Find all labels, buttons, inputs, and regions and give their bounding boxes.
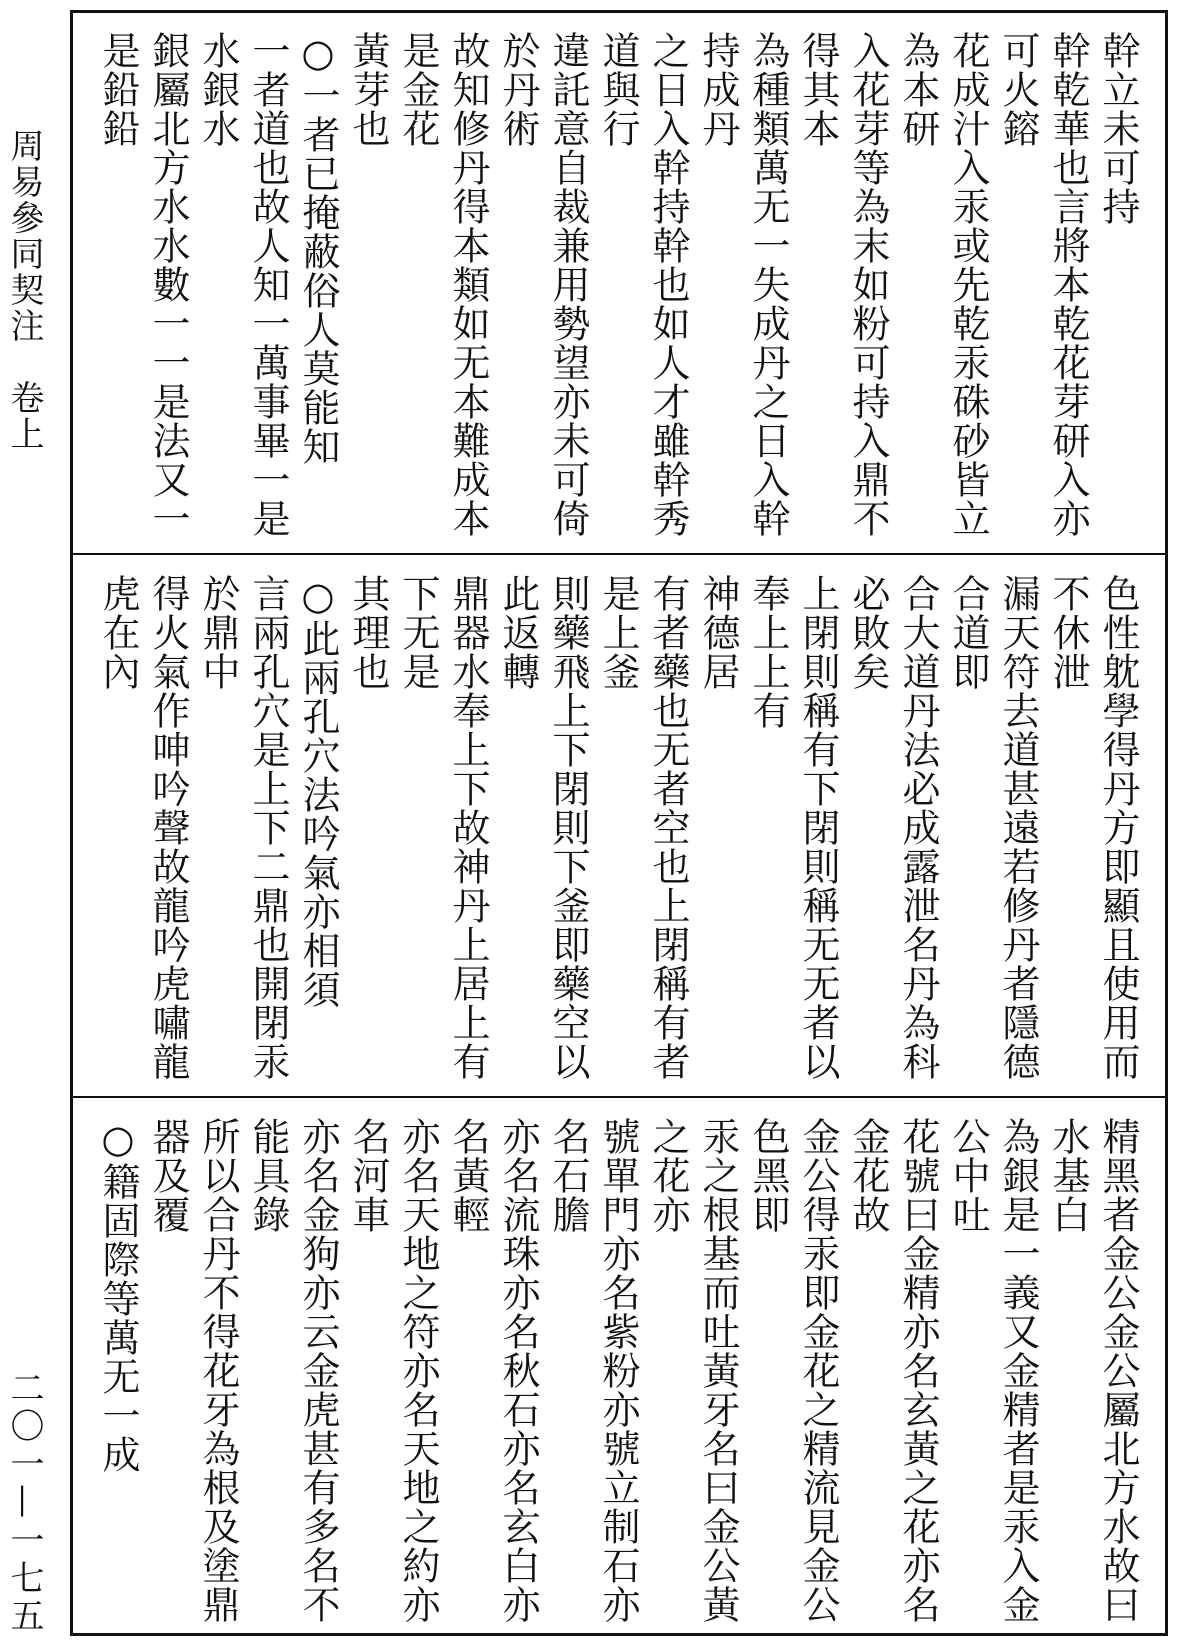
band-text [95, 574, 1143, 1088]
text-band-middle [73, 556, 1165, 1096]
text-column: 花號曰金精亦名玄黃之花亦名金花故 [846, 1117, 940, 1624]
text-column: ○籍固際等萬无一成 [96, 1117, 140, 1474]
band-divider [73, 553, 1165, 555]
text-band-bottom [73, 1099, 1165, 1633]
text-column: 則藥飛上下閉則下釜即藥空以此返轉 [496, 574, 590, 1081]
text-column: 金公得汞即金花之精流見金公色黑即 [746, 1117, 840, 1624]
text-column: 幹立未可持 [1096, 31, 1140, 226]
text-column: 亦名天地之符亦名天地之約亦名河車 [346, 1117, 440, 1624]
text-column: 有者藥也无者空也上閉稱有者是上釜 [596, 574, 690, 1081]
text-column: ○此兩孔穴法吟氣亦相須 [296, 574, 340, 1009]
band-text [95, 1117, 1143, 1625]
text-column: 鼎器水奉上下故神丹上居上有下无是 [396, 574, 490, 1081]
text-column: 漏天符去道甚遠若修丹者隱德合道即 [946, 574, 1040, 1081]
text-band-top [73, 13, 1165, 553]
text-column: 一者道也故人知一萬事畢一是水銀水 [196, 31, 290, 538]
text-column: 入花芽等為末如粉可持入鼎不得其本 [796, 31, 890, 538]
text-column: 號單門亦名紫粉亦號立制石亦名石膽 [546, 1117, 640, 1624]
text-column: 黃芽也 [346, 31, 390, 148]
text-column: 亦名流珠亦名秋石亦名玄白亦名黃輕 [446, 1117, 540, 1624]
text-column: 亦名金狗亦云金虎甚有多名不能具錄 [246, 1117, 340, 1624]
text-column: 所以合丹不得花牙為根及塗鼎器及覆 [146, 1117, 240, 1624]
text-column: 違託意自裁兼用勢望亦未可倚於丹術 [496, 31, 590, 538]
text-column: 汞之根基而吐黃牙名曰金公黃之花亦 [646, 1117, 740, 1624]
text-column: 其理也 [346, 574, 390, 691]
text-column: 神德居 [696, 574, 740, 691]
text-column: ○一者已掩蔽俗人莫能知 [296, 31, 340, 466]
text-column: 言兩孔穴是上下二鼎也開閉汞於鼎中 [196, 574, 290, 1081]
margin-page-number: 二〇一—一七五 [4, 1370, 44, 1636]
text-column: 為種類萬无一失成丹之日入幹持成丹 [696, 31, 790, 538]
page-frame [70, 10, 1168, 1636]
text-column: 銀屬北方水水數一一是法又一是鉛鉛 [96, 31, 190, 538]
text-column: 上閉則稱有下閉則稱无无者以奉上上有 [746, 574, 840, 1081]
text-column: 色性躭學得丹方即顯且使用而不休泄 [1046, 574, 1140, 1081]
text-column: 幹乾華也言將本乾花芽研入亦可火鎔 [996, 31, 1090, 538]
text-column: 為銀是一義又金精者是汞入金公中吐 [946, 1117, 1040, 1624]
text-column: 得火氣作呻吟聲故龍吟虎嘯龍虎在內 [96, 574, 190, 1081]
text-column: 之日入幹持幹也如人才雖幹秀道與行 [596, 31, 690, 538]
text-column: 精黑者金公金公屬北方水故曰水基白 [1046, 1117, 1140, 1624]
band-divider [73, 1096, 1165, 1098]
text-column: 合大道丹法必成露泄名丹為科必敗矣 [846, 574, 940, 1081]
band-text [95, 31, 1143, 545]
text-column: 故知修丹得本類如无本難成本是金花 [396, 31, 490, 538]
text-column: 花成汁入汞或先乾汞硃砂皆立為本研 [896, 31, 990, 538]
margin-book-title: 周易參同契注 卷上 [4, 128, 44, 452]
